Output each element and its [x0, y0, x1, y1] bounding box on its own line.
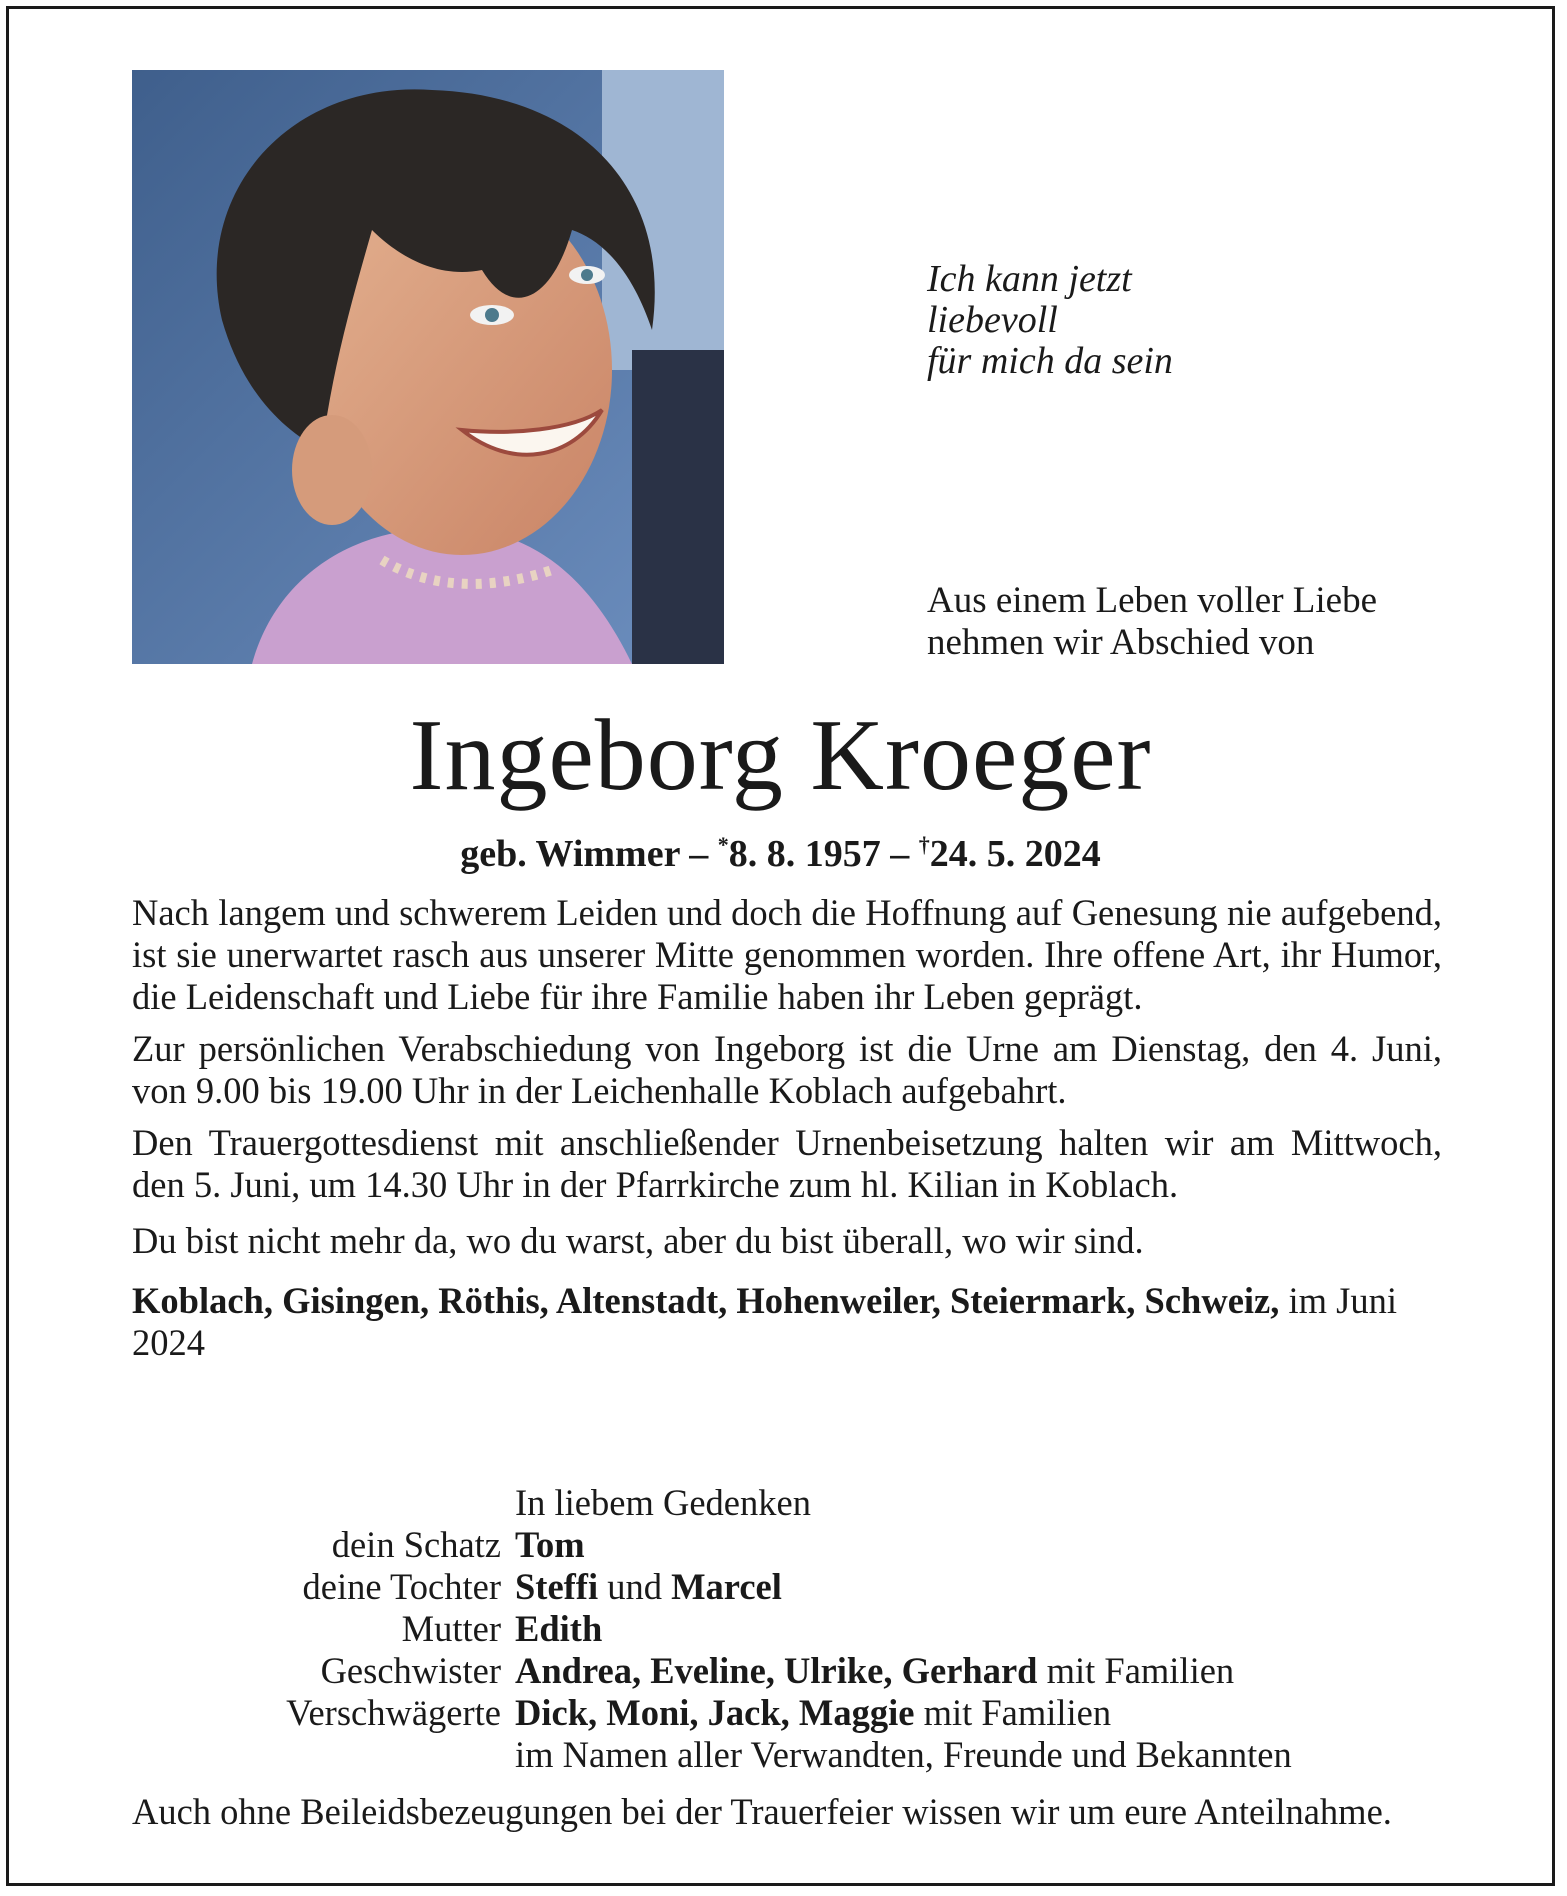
birth-date: 8. 8. 1957 — [728, 833, 881, 875]
relation-label: Geschwister — [320, 1650, 501, 1691]
suffix: mit Familien — [923, 1692, 1112, 1733]
relation-label: Verschwägerte — [286, 1692, 501, 1733]
mourner-names: Edith — [515, 1608, 603, 1649]
death-date: 24. 5. 2024 — [929, 833, 1101, 875]
date-line: im Juni 2024 — [132, 1280, 1398, 1363]
mourner-names: Andrea, Eveline, Ulrike, Gerhard — [515, 1650, 1038, 1691]
intro-text — [927, 580, 1377, 664]
suffix: mit Familien — [1046, 1650, 1235, 1691]
mourners-footer: im Namen aller Verwandten, Freunde und Bekannten — [515, 1734, 1292, 1775]
motto: Du bist nicht mehr da, wo du warst, aber du bist überall, wo wir sind. — [132, 1220, 1144, 1261]
poem-line: für mich da sein — [927, 340, 1173, 382]
paragraph: Nach langem und schwerem Leiden und doch die Hoffnung auf Genesung nie aufgebend, ist sie unerwartet rasch aus unserer Mitte genommen worden. Ihre offene Art, ihr Humor, die Leidenschaft und Liebe für ihre Familie haben ihr Leben geprägt. — [132, 892, 1442, 1017]
closing-note: Auch ohne Beileidsbezeugungen bei der Trauerfeier wissen wir um eure Anteilnahme. — [132, 1791, 1392, 1832]
intro-line: nehmen wir Abschied von — [927, 622, 1315, 663]
places-and-date — [132, 1280, 1442, 1364]
list-item — [132, 1608, 1442, 1650]
portrait-photo — [132, 70, 724, 664]
obituary-notice — [6, 6, 1555, 1886]
relation-label: deine Tochter — [302, 1566, 501, 1607]
deceased-name: Ingeborg Kroeger — [409, 699, 1152, 812]
mourner-names: Marcel — [671, 1566, 782, 1607]
list-item — [132, 1650, 1442, 1692]
places-list: Koblach, Gisingen, Röthis, Altenstadt, Hohenweiler, Steiermark, Schweiz, — [132, 1280, 1280, 1321]
intro-line: Aus einem Leben voller Liebe — [927, 580, 1377, 621]
mourners-heading-row — [132, 1482, 1442, 1524]
poem-line: Ich kann jetzt — [927, 258, 1132, 300]
separator: – — [689, 833, 709, 875]
mourners-list — [132, 1482, 1442, 1776]
poem-quote — [927, 259, 1173, 382]
separator: – — [890, 833, 910, 875]
obituary-body — [132, 892, 1442, 1364]
mourners-heading: In liebem Gedenken — [515, 1482, 811, 1523]
poem-line: liebevoll — [927, 299, 1058, 341]
relation-label: Mutter — [401, 1608, 501, 1649]
maiden-name: geb. Wimmer — [460, 833, 680, 875]
portrait-illustration — [132, 70, 724, 664]
mourner-names: Tom — [515, 1524, 585, 1565]
list-item — [132, 1692, 1442, 1734]
list-item — [132, 1524, 1442, 1566]
death-symbol: † — [918, 832, 930, 857]
paragraph: Zur persönlichen Verabschiedung von Ingeborg ist die Urne am Dienstag, den 4. Juni, von 9.00 bis 19.00 Uhr in der Leichenhalle Koblach aufgebahrt. — [132, 1028, 1442, 1111]
life-dates — [9, 823, 1552, 876]
joiner: und — [607, 1566, 662, 1607]
mourners-footer-row — [132, 1734, 1442, 1776]
paragraph: Den Trauergottesdienst mit anschließender Urnenbeisetzung halten wir am Mittwoch, den 5. Juni, um 14.30 Uhr in der Pfarrkirche zum hl. Kilian in Koblach. — [132, 1122, 1442, 1205]
list-item — [132, 1566, 1442, 1608]
birth-symbol: * — [717, 832, 729, 857]
mourner-names: Dick, Moni, Jack, Maggie — [515, 1692, 915, 1733]
mourner-names: Steffi — [515, 1566, 599, 1607]
relation-label: dein Schatz — [331, 1524, 501, 1565]
